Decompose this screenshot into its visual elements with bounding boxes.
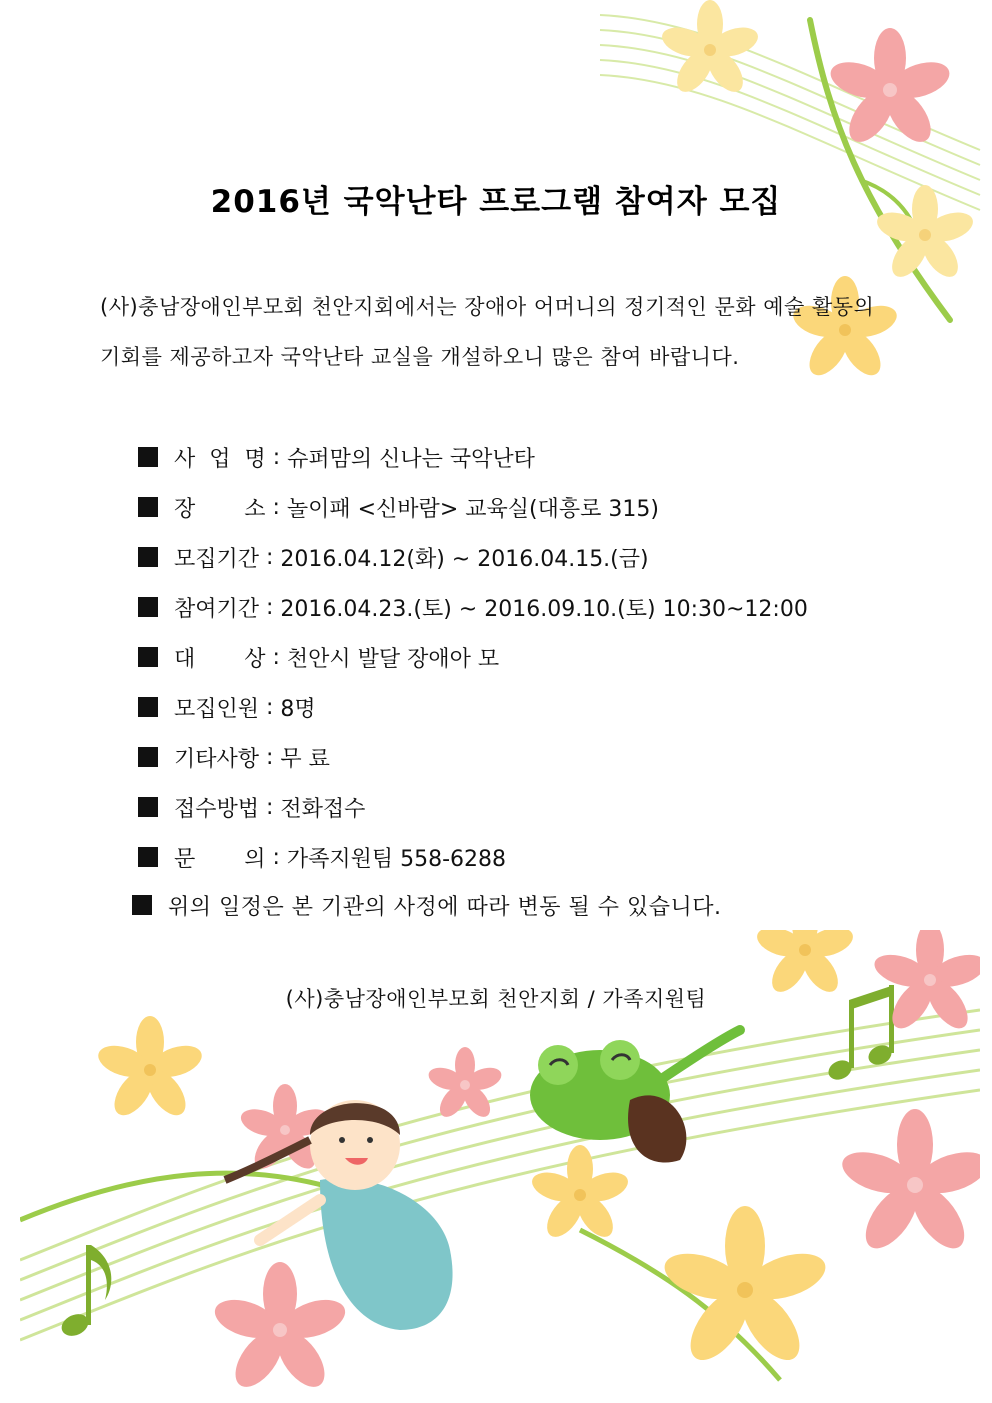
- info-label: 사 업 명: [174, 446, 266, 472]
- info-value: 슈퍼맘의 신나는 국악난타: [287, 446, 535, 472]
- info-item-recruitment-period: [138, 532, 808, 582]
- organization-footer: (사)충남장애인부모회 천안지회 / 가족지원팀: [285, 987, 707, 1011]
- info-value: 8명: [280, 696, 316, 722]
- info-value: 전화접수: [280, 796, 366, 822]
- info-item-inquiry: [138, 832, 808, 882]
- girl-illustration-icon: [225, 1100, 453, 1330]
- info-separator: :: [265, 644, 287, 670]
- info-separator: :: [259, 544, 281, 570]
- info-value: 놀이패 <신바람> 교육실(대흥로 315): [286, 496, 659, 522]
- pink-flower-icon: [837, 1109, 980, 1257]
- square-bullet-icon: [138, 797, 158, 817]
- info-separator: :: [265, 844, 287, 870]
- info-separator: :: [259, 794, 281, 820]
- info-value: 무 료: [280, 746, 330, 772]
- info-item-other: [138, 732, 808, 782]
- info-value: 2016.04.12(화) ~ 2016.04.15.(금): [280, 546, 649, 572]
- info-separator: :: [259, 594, 281, 620]
- intro-line: 기회를 제공하고자 국악난타 교실을 개설하오니 많은 참여 바랍니다.: [100, 345, 740, 369]
- info-separator: :: [265, 494, 287, 520]
- schedule-change-notice: [132, 880, 721, 930]
- info-separator: :: [259, 694, 281, 720]
- yellow-flower-icon: [528, 1145, 631, 1243]
- square-bullet-icon: [138, 447, 158, 467]
- info-value: 천안시 발달 장애아 모: [286, 646, 500, 672]
- pink-flower-icon: [210, 1262, 350, 1395]
- square-bullet-icon: [132, 895, 152, 915]
- square-bullet-icon: [138, 597, 158, 617]
- info-item-participation-period: [138, 582, 808, 632]
- pink-flower-icon: [94, 1016, 205, 1122]
- info-item-application-method: [138, 782, 808, 832]
- page-title: 2016년 국악난타 프로그램 참여자 모집: [210, 183, 782, 220]
- info-label: 참여기간: [174, 596, 260, 622]
- yellow-flower-icon: [658, 0, 761, 98]
- pink-flower-icon: [426, 1047, 504, 1122]
- square-bullet-icon: [138, 497, 158, 517]
- info-item-program-name: [138, 432, 808, 482]
- intro-line: (사)충남장애인부모회 천안지회에서는 장애아 어머니의 정기적인 문화 예술 활동의: [100, 295, 875, 319]
- info-label: 기타사항: [174, 746, 260, 772]
- square-bullet-icon: [138, 847, 158, 867]
- info-item-location: [138, 482, 808, 532]
- info-label: 장 소: [174, 496, 266, 522]
- info-label: 문 의: [174, 846, 266, 872]
- notice-text: 위의 일정은 본 기관의 사정에 따라 변동 될 수 있습니다.: [168, 894, 722, 920]
- square-bullet-icon: [138, 547, 158, 567]
- square-bullet-icon: [138, 747, 158, 767]
- info-item-target: [138, 632, 808, 682]
- frog-illustration-icon: [530, 1030, 740, 1163]
- info-separator: :: [265, 444, 288, 470]
- info-item-capacity: [138, 682, 808, 732]
- intro-paragraph: [100, 282, 930, 382]
- info-value: 가족지원팀 558-6288: [286, 846, 507, 872]
- square-bullet-icon: [138, 697, 158, 717]
- info-label: 대 상: [174, 646, 266, 672]
- info-label: 모집인원: [174, 696, 260, 722]
- info-separator: :: [259, 744, 281, 770]
- info-value: 2016.04.23.(토) ~ 2016.09.10.(토) 10:30~12:00: [280, 596, 808, 622]
- program-info-list: [138, 432, 808, 882]
- info-label: 모집기간: [174, 546, 260, 572]
- square-bullet-icon: [138, 647, 158, 667]
- info-label: 접수방법: [174, 796, 260, 822]
